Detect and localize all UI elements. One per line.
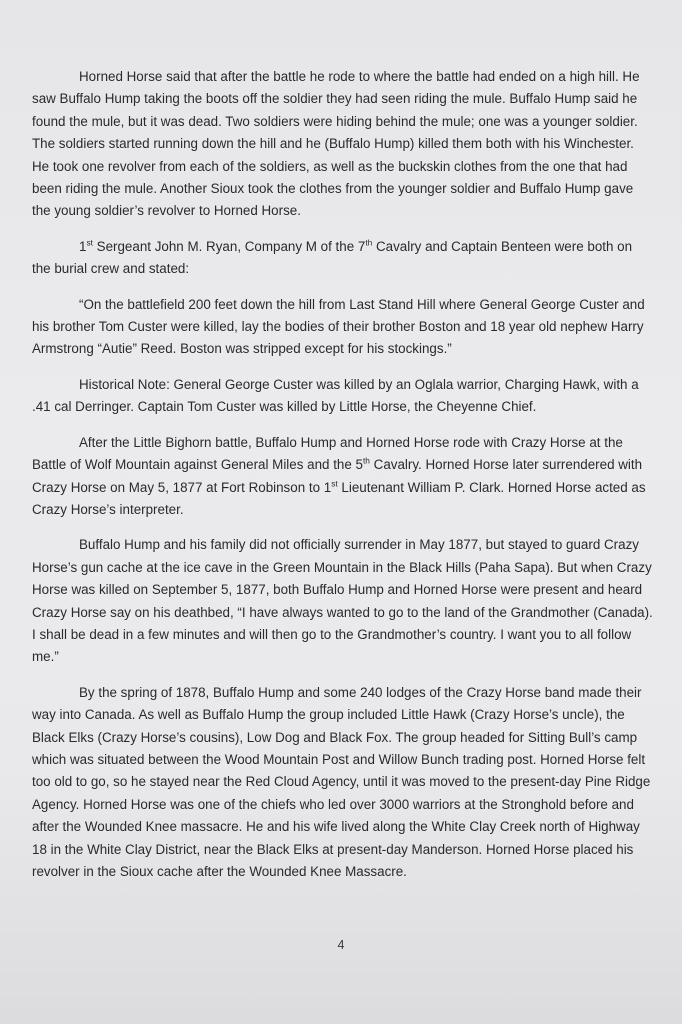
text-segment: Horned Horse said that after the battle he rode to where the battle had ended on a high hill. He saw Buffalo Hump taking the boots off the soldier they had seen riding the mule. Buffalo Hump said he found the mule, but it was dead. Two soldiers were hiding behind the mule; one was a younger soldier. The soldiers started running down the hill and he (Buffalo Hump) killed them both with his Winchester. He took one revolver from each of the soldiers, as well as the buckskin clothes from the one that had been riding the mule. Another Sioux took the clothes from the younger soldier and Buffalo Hump gave the young soldier’s revolver to Horned Horse. — [32, 69, 640, 219]
text-segment: Lieutenant William P. Clark. Horned Horse acted as Crazy Horse’s interpreter. — [32, 479, 646, 517]
superscript: th — [365, 237, 373, 248]
superscript: st — [331, 478, 338, 489]
superscript: st — [86, 237, 93, 248]
text-segment: “On the battlefield 200 feet down the hill from Last Stand Hill where General George Custer and his brother Tom Custer were killed, lay the bodies of their brother Boston and 18 year old nephew Harry Armstrong “Autie” Reed. Boston was stripped except for his stockings.” — [32, 296, 645, 357]
text-segment: After the Little Bighorn battle, Buffalo Hump and Horned Horse rode with Crazy Horse at the Battle of Wolf Mountain against General Miles and the 5 — [32, 434, 623, 473]
paragraph-4 — [32, 374, 654, 419]
paragraph-3 — [32, 294, 654, 361]
text-segment: 1 — [79, 238, 87, 254]
text-segment: Cavalry. Horned Horse later surrendered with Crazy Horse on May 5, 1877 at Fort Robinson to 1 — [32, 457, 643, 495]
text-segment: Sergeant John M. Ryan, Company M of the 7 — [92, 238, 366, 254]
text-segment: Cavalry and Captain Benteen were both on the burial crew and stated: — [32, 238, 633, 277]
body-text — [32, 66, 654, 896]
page-number: 4 — [337, 938, 345, 952]
text-segment: Buffalo Hump and his family did not officially surrender in May 1877, but stayed to guard Crazy Horse’s gun cache at the ice cave in the Green Mountain in the Black Hills (Paha Sapa). But when Crazy Horse was killed on September 5, 1877, both Buffalo Hump and Horned Horse were present and heard Crazy Horse say on his deathbed, “I have always wanted to go to the land of the Grandmother (Canada). I shall be dead in a few minutes and will then go to the Grandmother’s country. I want you to all follow me.” — [32, 537, 653, 665]
text-segment: By the spring of 1878, Buffalo Hump and some 240 lodges of the Crazy Horse band made their way into Canada. As well as Buffalo Hump the group included Little Hawk (Crazy Horse’s uncle), the Black Elks (Crazy Horse’s cousins), Low Dog and Black Fox. The group headed for Sitting Bull’s camp which was situated between the Wood Mountain Post and Willow Bunch trading post. Horned Horse felt too old to go, so he stayed near the Red Cloud Agency, until it was moved to the present-day Pine Ridge Agency. Horned Horse was one of the chiefs who led over 3000 warriors at the Stronghold before and after the Wounded Knee massacre. He and his wife lived along the White Clay Creek north of Highway 18 in the White Clay District, near the Black Elks at present-day Manderson. Horned Horse placed his revolver in the Sioux cache after the Wounded Knee Massacre. — [32, 684, 651, 879]
superscript: th — [363, 455, 370, 466]
text-segment: Historical Note: General George Custer was killed by an Oglala warrior, Charging Hawk, with a .41 cal Derringer. Captain Tom Custer was killed by Little Horse, the Cheyenne Chief. — [32, 376, 639, 415]
paragraph-1 — [32, 66, 654, 223]
paragraph-6 — [32, 534, 654, 668]
paragraph-7 — [32, 682, 654, 884]
paragraph-2 — [32, 236, 654, 281]
paragraph-5 — [32, 432, 654, 522]
